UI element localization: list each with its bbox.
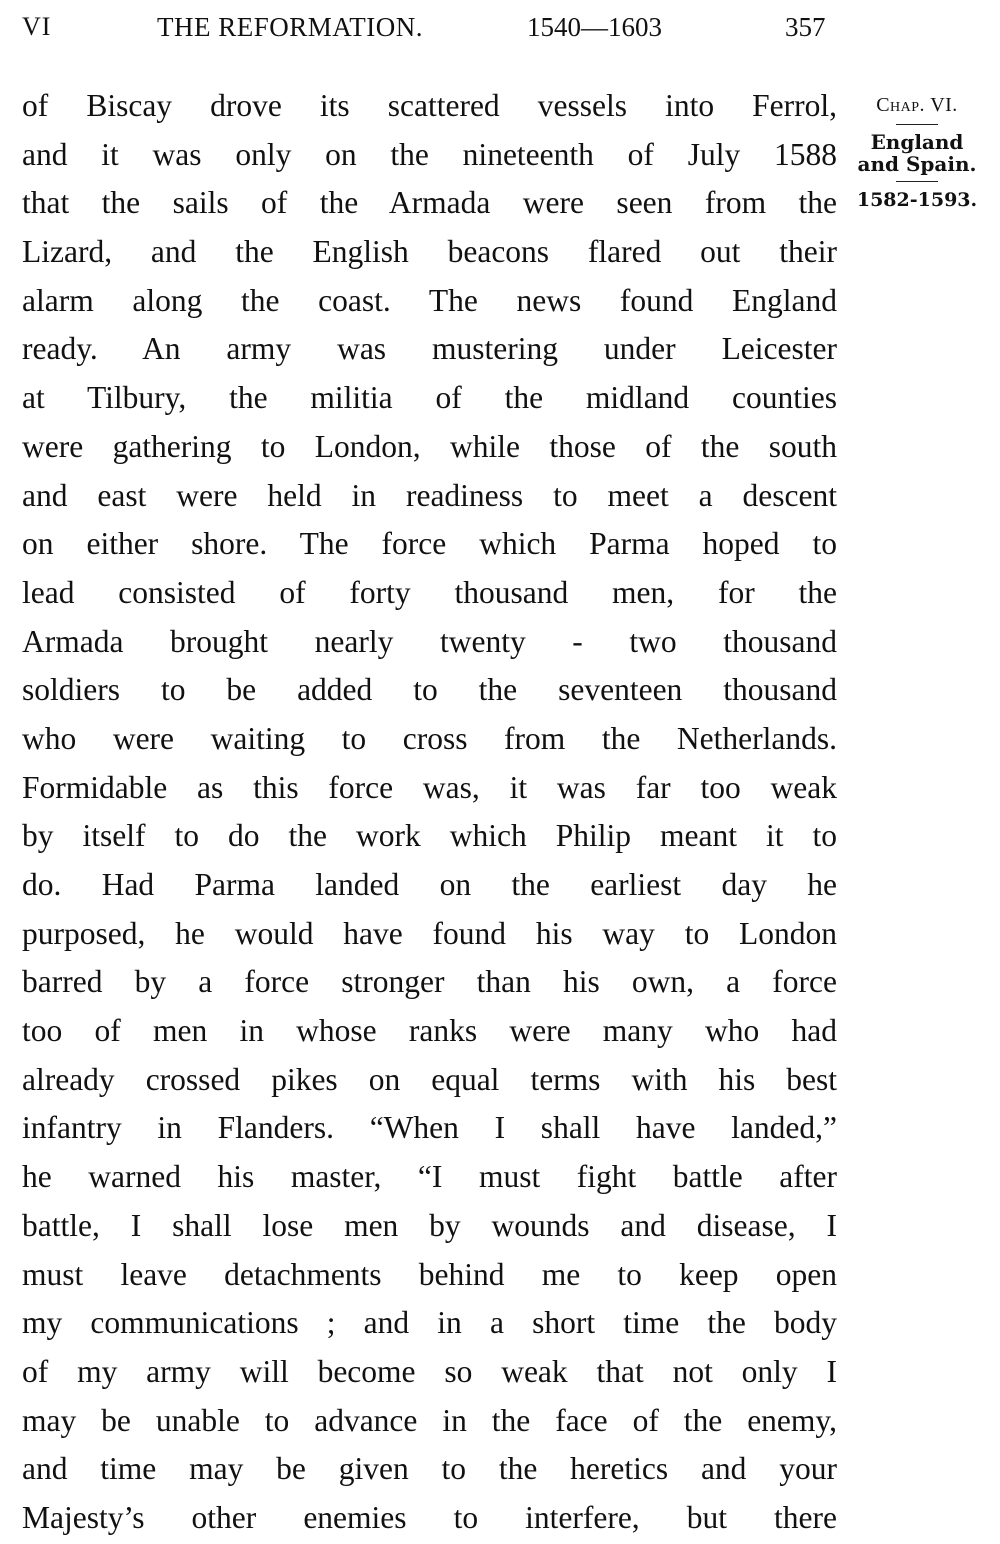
text-line: and time may be given to the heretics and your — [22, 1451, 837, 1487]
text-line: ready. An army was mustering under Leicester — [22, 331, 837, 367]
text-line: my communications ; and in a short time the body — [22, 1305, 837, 1341]
text-line: Lizard, and the English beacons flared out their — [22, 234, 837, 270]
margin-divider — [896, 124, 938, 125]
text-line: and it was only on the nineteenth of July 1588 — [22, 136, 837, 172]
page-number: 357 — [785, 12, 826, 42]
header-dates: 1540—1603 — [527, 12, 662, 42]
text-line: by itself to do the work which Philip meant it to — [22, 818, 837, 854]
text-line: too of men in whose ranks were many who had — [22, 1013, 837, 1049]
text-line: already crossed pikes on equal terms with his best — [22, 1061, 837, 1097]
text-line: Armada brought nearly twenty - two thousand — [22, 623, 837, 659]
margin-chapter: Chap. VI. — [876, 94, 958, 116]
margin-topic-line: England — [870, 130, 964, 154]
text-line: at Tilbury, the militia of the midland counties — [22, 380, 837, 416]
text-line: soldiers to be added to the seventeen thousand — [22, 672, 837, 708]
body-text — [22, 82, 837, 1543]
text-line: Formidable as this force was, it was far too weak — [22, 769, 837, 805]
text-line: of my army will become so weak that not only I — [22, 1353, 837, 1389]
text-line: purposed, he would have found his way to London — [22, 915, 837, 951]
text-line: and east were held in readiness to meet a descent — [22, 477, 837, 513]
margin-notes — [852, 92, 982, 212]
text-line: do. Had Parma landed on the earliest day he — [22, 867, 837, 902]
text-line: battle, I shall lose men by wounds and disease, I — [22, 1207, 837, 1243]
margin-divider — [896, 181, 938, 182]
text-line: lead consisted of forty thousand men, for the — [22, 574, 837, 610]
margin-topic — [852, 131, 982, 175]
margin-dates: 1582-1593. — [856, 189, 978, 211]
margin-topic-line: and Spain. — [857, 152, 977, 176]
text-line: infantry in Flanders. “When I shall have landed,” — [22, 1110, 837, 1146]
text-line: on either shore. The force which Parma hoped to — [22, 526, 837, 562]
text-line: who were waiting to cross from the Netherlands. — [22, 720, 837, 756]
text-line: Majesty’s other enemies to interfere, but there — [22, 1499, 837, 1535]
header-chapter-number: VI — [22, 12, 52, 41]
text-line: must leave detachments behind me to keep open — [22, 1256, 837, 1292]
text-line: barred by a force stronger than his own, a force — [22, 964, 837, 1000]
text-line: alarm along the coast. The news found England — [22, 282, 837, 318]
text-line: may be unable to advance in the face of the enemy, — [22, 1402, 837, 1438]
text-line: were gathering to London, while those of the south — [22, 428, 837, 464]
text-line: of Biscay drove its scattered vessels into Ferrol, — [22, 88, 837, 123]
text-line: that the sails of the Armada were seen from the — [22, 185, 837, 221]
running-header — [0, 12, 1000, 52]
text-line: he warned his master, “I must fight battle after — [22, 1159, 837, 1195]
header-title: THE REFORMATION. — [157, 12, 424, 42]
